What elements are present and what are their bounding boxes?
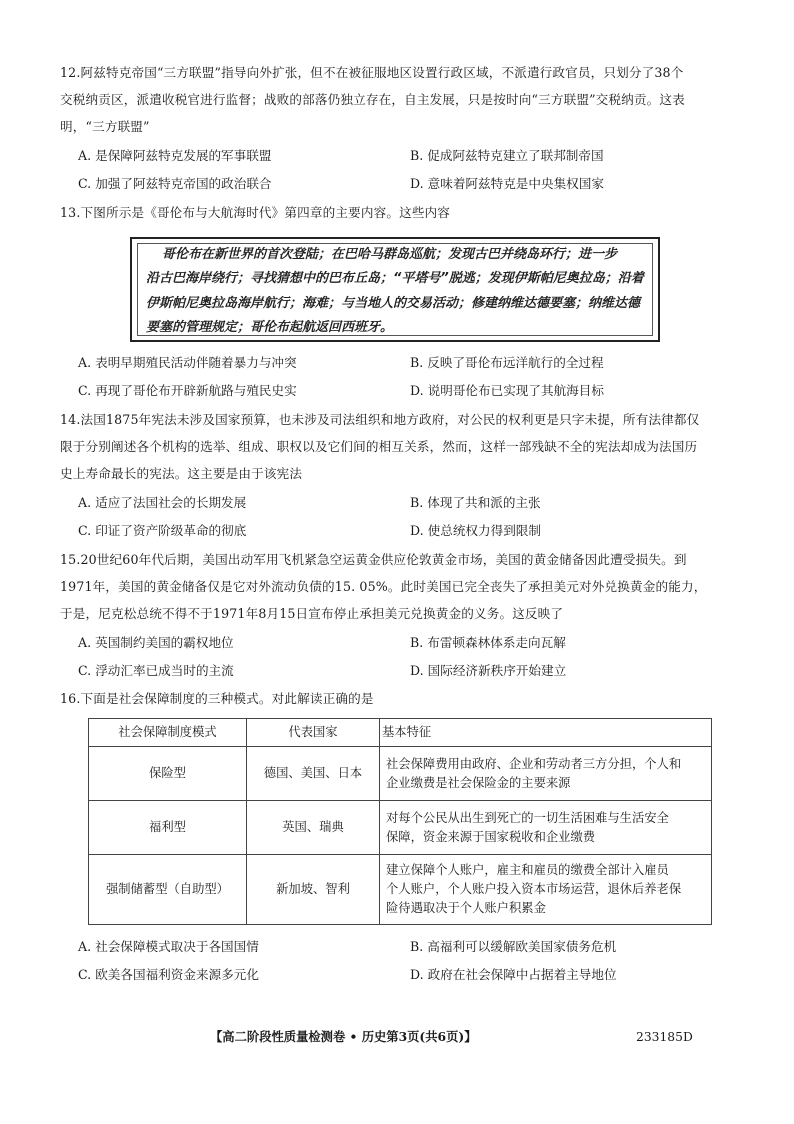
- q13-stem: 13.下图所示是《哥伦布与大航海时代》第四章的主要内容。这些内容: [60, 205, 451, 220]
- q15-option-b[interactable]: B. 布雷顿森林体系走向瓦解: [410, 635, 566, 650]
- table-cell-mode: 强制储蓄型（自助型）: [89, 855, 247, 925]
- table-header-mode: 社会保障制度模式: [89, 719, 247, 747]
- table-header-features: 基本特征: [380, 719, 712, 747]
- q16-stem: 16.下面是社会保障制度的三种模式。对此解读正确的是: [60, 691, 374, 706]
- q14-option-a[interactable]: A. 适应了法国社会的长期发展: [78, 495, 247, 510]
- q14-stem-line-2: 限于分别阐述各个机构的选举、组成、职权以及它们间的相互关系，然而，这样一部残缺不全的宪法却成为法国历: [60, 439, 698, 454]
- q15-stem-line-3: 于是，尼克松总统不得不于1971年8月15日宣布停止承担美元兑换黄金的义务。这反映了: [60, 606, 564, 621]
- q13-option-a[interactable]: A. 表明早期殖民活动伴随着暴力与冲突: [78, 355, 297, 370]
- q13-option-b[interactable]: B. 反映了哥伦布远洋航行的全过程: [410, 355, 604, 370]
- q14-option-b[interactable]: B. 体现了共和派的主张: [410, 495, 541, 510]
- table-row: [89, 747, 712, 801]
- q14-stem-line-1: 14.法国1875年宪法未涉及国家预算，也未涉及司法组织和地方政府，对公民的权利更是只字未提，所有法律都仅: [60, 412, 700, 427]
- table-cell-mode: 保险型: [89, 747, 247, 801]
- q13-option-d[interactable]: D. 说明哥伦布已实现了其航海目标: [410, 383, 604, 398]
- table-cell-countries: 新加坡、智利: [247, 855, 380, 925]
- table-header-countries: 代表国家: [247, 719, 380, 747]
- social-security-table: [88, 718, 712, 925]
- q13-box-line-4: 要塞的管理规定；哥伦布起航返回西班牙。: [146, 320, 394, 335]
- page-footer-title: 【高二阶段性质量检测卷 • 历史第3页(共6页)】: [210, 1029, 477, 1044]
- q12-stem-line-3: 明，“三方联盟”: [60, 119, 150, 134]
- feature-line: 个人账户，个人账户投入资本市场运营，退休后养老保: [386, 882, 682, 896]
- q16-option-a[interactable]: A. 社会保障模式取决于各国国情: [78, 939, 259, 954]
- table-cell-features: [380, 801, 712, 855]
- q13-box-line-1: 哥伦布在新世界的首次登陆；在巴哈马群岛巡航；发现古巴并绕岛环行；进一步: [162, 247, 618, 262]
- q15-stem-line-2: 1971年，美国的黄金储备仅是它对外流动负债的15. 05%。此时美国已完全丧失了承担美元对外兑换黄金的能力，: [60, 579, 707, 594]
- q12-option-c[interactable]: C. 加强了阿兹特克帝国的政治联合: [78, 176, 272, 191]
- page-footer-code: 233185D: [636, 1030, 693, 1044]
- feature-line: 建立保障个人账户，雇主和雇员的缴费全部计入雇员: [386, 863, 669, 877]
- q12-stem-line-2: 交税纳贡区，派遣收税官进行监督；战败的部落仍独立存在，自主发展，只是按时向“三方联盟”交税纳贡。这表: [60, 92, 685, 107]
- table-header-row: [89, 719, 712, 747]
- feature-line: 对每个公民从出生到死亡的一切生活困难与生活安全: [386, 810, 669, 825]
- table-row: [89, 855, 712, 925]
- table-cell-features: [380, 747, 712, 801]
- q16-option-b[interactable]: B. 高福利可以缓解欧美国家债务危机: [410, 939, 617, 954]
- q16-option-c[interactable]: C. 欧美各国福利资金来源多元化: [78, 967, 259, 982]
- feature-line: 企业缴费是社会保险金的主要来源: [386, 775, 571, 790]
- feature-line: 社会保障费用由政府、企业和劳动者三方分担，个人和: [386, 756, 682, 771]
- table-cell-countries: 德国、美国、日本: [247, 747, 380, 801]
- table-cell-features: [380, 855, 712, 925]
- q16-option-d[interactable]: D. 政府在社会保障中占据着主导地位: [410, 967, 617, 982]
- q14-stem-line-3: 史上寿命最长的宪法。这主要是由于该宪法: [60, 466, 303, 481]
- table-cell-countries: 英国、瑞典: [247, 801, 380, 855]
- q15-option-c[interactable]: C. 浮动汇率已成当时的主流: [78, 663, 234, 678]
- q13-box-line-3: 伊斯帕尼奥拉岛海岸航行；海难；与当地人的交易活动；修建纳维达德要塞；纳维达德: [146, 296, 641, 311]
- q12-stem-line-1: 12.阿兹特克帝国“三方联盟”指导向外扩张，但不在被征服地区设置行政区域，不派遣行政官员，只划分了38个: [60, 65, 684, 80]
- feature-line: 险待遇取决于个人账户积累金: [386, 901, 546, 915]
- q14-option-d[interactable]: D. 使总统权力得到限制: [410, 523, 541, 538]
- q14-option-c[interactable]: C. 印证了资产阶级革命的彻底: [78, 523, 247, 538]
- feature-line: 保障，资金来源于国家税收和企业缴费: [386, 829, 596, 844]
- q13-option-c[interactable]: C. 再现了哥伦布开辟新航路与殖民史实: [78, 383, 297, 398]
- table-cell-mode: 福利型: [89, 801, 247, 855]
- table-row: [89, 801, 712, 855]
- q15-stem-line-1: 15.20世纪60年代后期，美国出动军用飞机紧急空运黄金供应伦敦黄金市场，美国的黄金储备因此遭受损失。到: [60, 552, 687, 567]
- q12-option-b[interactable]: B. 促成阿兹特克建立了联邦制帝国: [410, 148, 604, 163]
- q15-option-a[interactable]: A. 英国制约美国的霸权地位: [78, 635, 234, 650]
- q13-box-line-2: 沿古巴海岸绕行；寻找猜想中的巴布丘岛；“平塔号”脱逃；发现伊斯帕尼奥拉岛；沿着: [146, 271, 644, 286]
- q15-option-d[interactable]: D. 国际经济新秩序开始建立: [410, 663, 567, 678]
- q12-option-a[interactable]: A. 是保障阿兹特克发展的军事联盟: [78, 148, 272, 163]
- q12-option-d[interactable]: D. 意味着阿兹特克是中央集权国家: [410, 176, 604, 191]
